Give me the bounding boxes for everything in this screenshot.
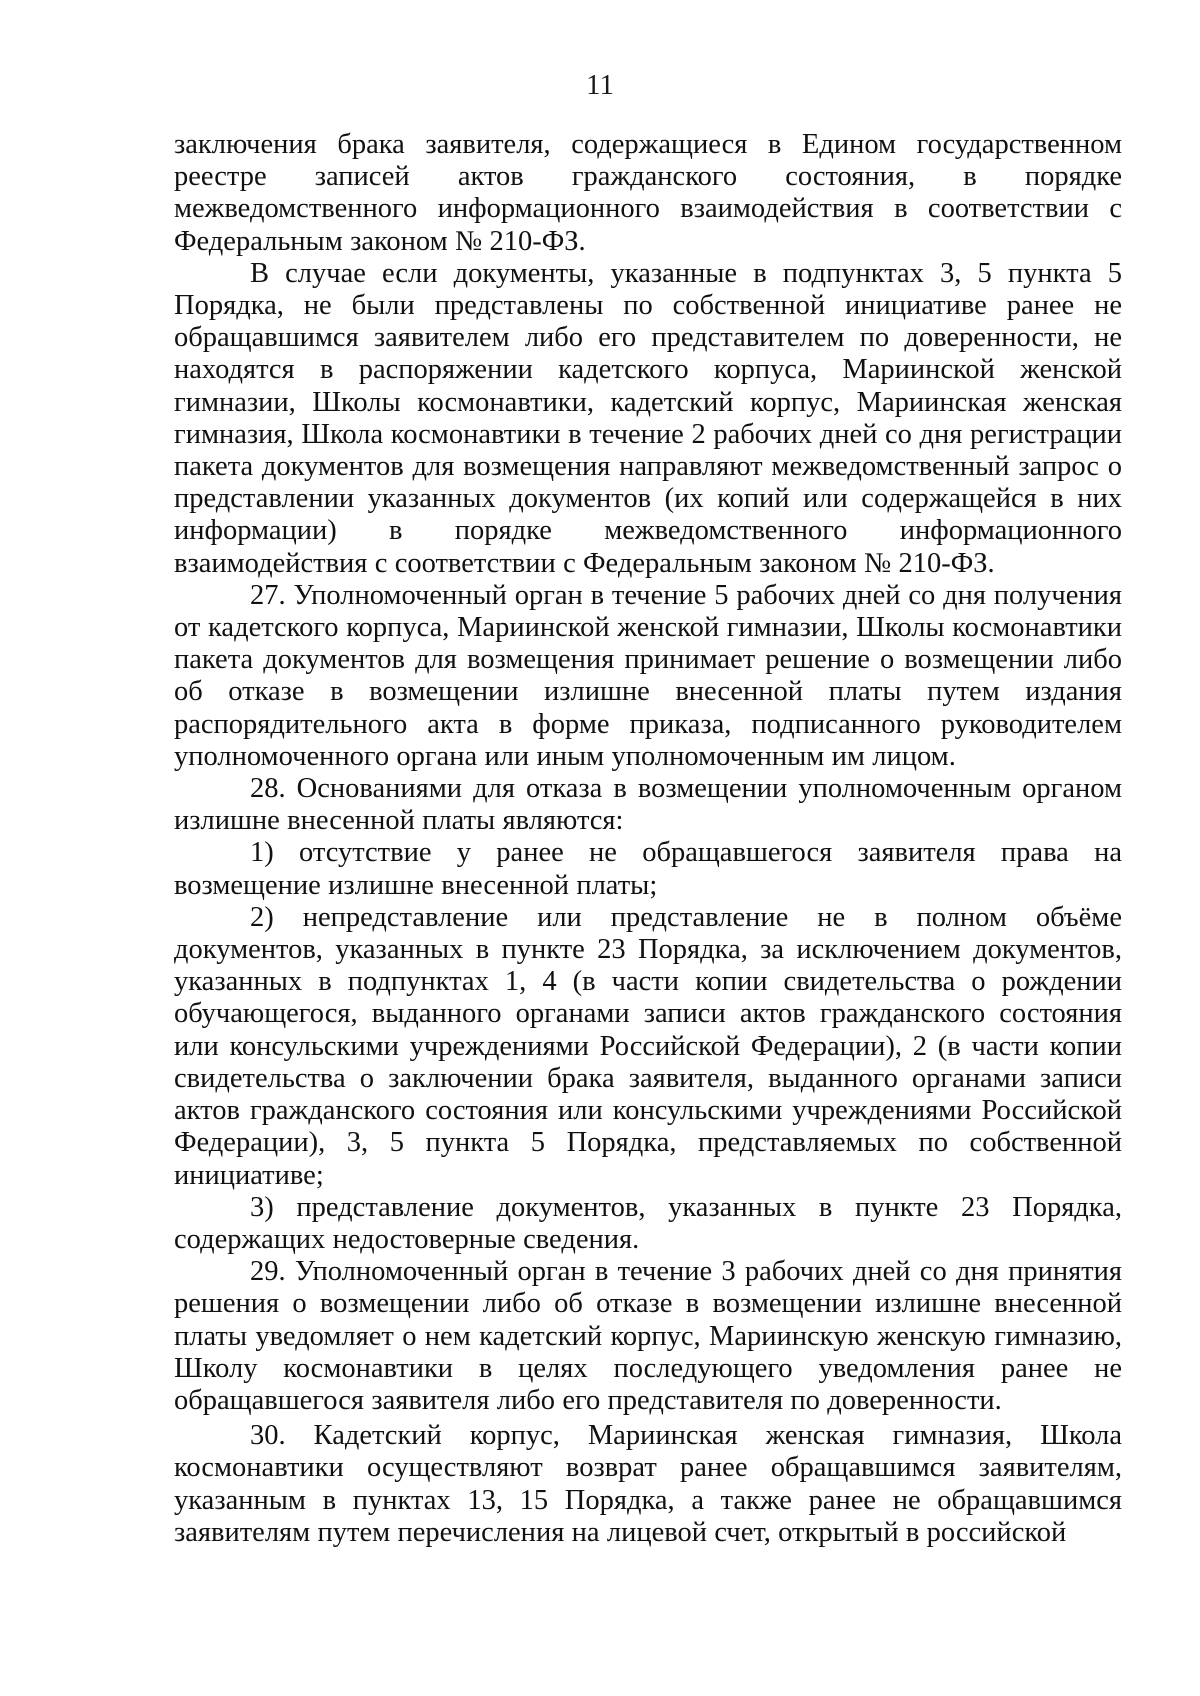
list-item-2: 2) непредставление или представление не в полном объёме документов, указанных в пункте 23 Порядка, за исключением документов, указанных в подпунктах 1, 4 (в части копии свидетельства о рождении обучающегося, выданного органами записи актов гражданского состояния или консульскими учреждениями Российской Федерации), 2 (в части копии свидетельства о заключении брака заявителя, выданного органами записи актов гражданского состояния или консульскими учреждениями Российской Федерации), 3, 5 пункта 5 Порядка, представляемых по собственной инициативе; [174,901,1122,1191]
paragraph-interagency-request: В случае если документы, указанные в подпунктах 3, 5 пункта 5 Порядка, не были представлены по собственной инициативе ранее не обращавшимся заявителем либо его представителем по доверенности, не находятся в распоряжении кадетского корпуса, Мариинской женской гимназии, Школы космонавтики, кадетский корпус, Мариинская женская гимназия, Школа космонавтики в течение 2 рабочих дней со дня регистрации пакета документов для возмещения направляют межведомственный запрос о представлении указанных документов (их копий или содержащейся в них информации) в порядке межведомственного информационного взаимодействия с соответствии с Федеральным законом № 210-ФЗ. [174,257,1122,579]
paragraph-continuation: заключения брака заявителя, содержащиеся в Едином государственном реестре записей актов гражданского состояния, в порядке межведомственного информационного взаимодействия в соответствии с Федеральным законом № 210-ФЗ. [174,129,1122,257]
paragraph-29: 29. Уполномоченный орган в течение 3 рабочих дней со дня принятия решения о возмещении либо об отказе в возмещении излишне внесенной платы уведомляет о нем кадетский корпус, Мариинскую женскую гимназию, Школу космонавтики в целях последующего уведомления ранее не обращавшегося заявителя либо его представителя по доверенности. [174,1256,1122,1416]
paragraph-28: 28. Основаниями для отказа в возмещении уполномоченным органом излишне внесенной платы являются: [174,773,1122,837]
list-item-3: 3) представление документов, указанных в пункте 23 Порядка, содержащих недостоверные сведения. [174,1191,1122,1255]
paragraph-30: 30. Кадетский корпус, Мариинская женская гимназия, Школа космонавтики осуществляют возврат ранее обращавшимся заявителям, указанным в пунктах 13, 15 Порядка, а также ранее не обращавшимся заявителям путем перечисления на лицевой счет, открытый в российской [174,1420,1122,1548]
paragraph-27: 27. Уполномоченный орган в течение 5 рабочих дней со дня получения от кадетского корпуса, Мариинской женской гимназии, Школы космонавтики пакета документов для возмещения принимает решение о возмещении либо об отказе в возмещении излишне внесенной платы путем издания распорядительного акта в форме приказа, подписанного руководителем уполномоченного органа или иным уполномоченным им лицом. [174,579,1122,772]
document-body [174,129,1122,1549]
list-item-1: 1) отсутствие у ранее не обращавшегося заявителя права на возмещение излишне внесенной платы; [174,837,1122,901]
page-number: 11 [586,69,614,101]
